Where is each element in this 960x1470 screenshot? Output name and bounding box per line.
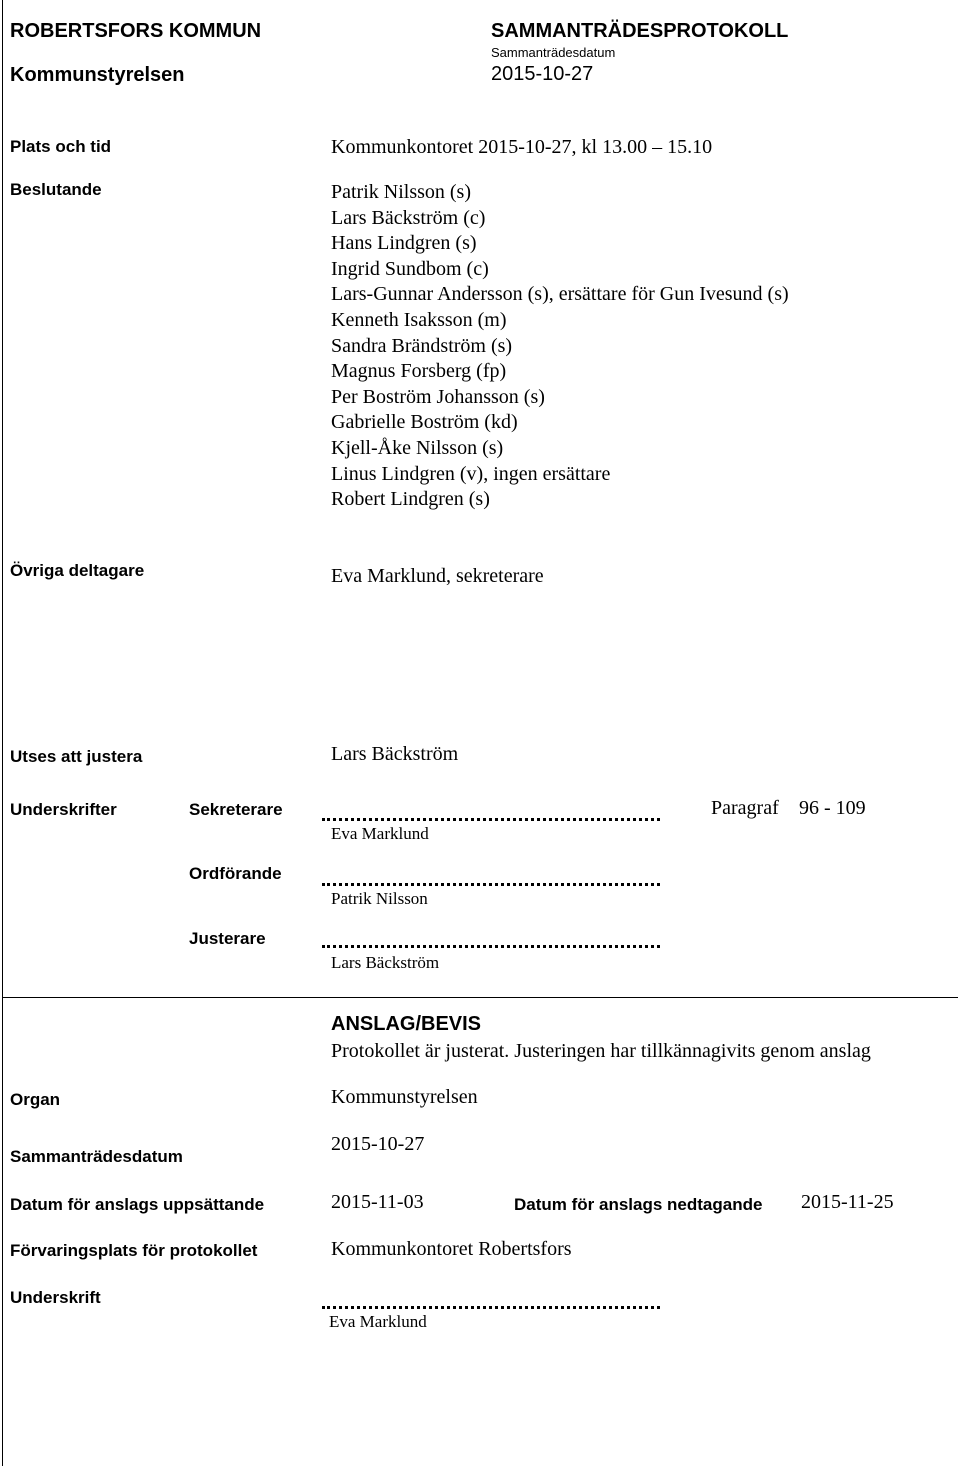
ovriga-value: Eva Marklund, sekreterare [331, 565, 544, 587]
plats-label: Plats och tid [10, 137, 112, 156]
sammantradesdatum-label: Sammanträdesdatum [10, 1147, 183, 1166]
member-item: Kjell-Åke Nilsson (s) [331, 436, 504, 459]
meeting-date: 2015-10-27 [491, 63, 594, 85]
anslag-text: Protokollet är justerat. Justeringen har tillkännagivits genom anslag [331, 1040, 871, 1062]
sekreterare-label: Sekreterare [189, 800, 283, 819]
ordforande-label: Ordförande [189, 864, 282, 883]
nedtagande-value: 2015-11-25 [801, 1191, 894, 1213]
member-item: Ingrid Sundbom (c) [331, 257, 489, 280]
member-item: Per Boström Johansson (s) [331, 385, 545, 408]
member-item: Lars-Gunnar Andersson (s), ersättare för Gun Ivesund (s) [331, 283, 789, 306]
member-item: Magnus Forsberg (fp) [331, 360, 507, 383]
justerare-signature-line [322, 945, 660, 948]
member-item: Hans Lindgren (s) [331, 232, 477, 255]
board-name: Kommunstyrelsen [10, 64, 185, 86]
plats-value: Kommunkontoret 2015-10-27, kl 13.00 – 15.10 [331, 136, 713, 158]
organ-value: Kommunstyrelsen [331, 1086, 478, 1108]
member-item: Linus Lindgren (v), ingen ersättare [331, 462, 611, 485]
paragraf-label: Paragraf [711, 797, 779, 819]
justerare-label: Justerare [189, 929, 266, 948]
justerare-name: Lars Bäckström [331, 953, 440, 972]
sekreterare-signature-line [322, 818, 660, 821]
forvaring-label: Förvaringsplats för protokollet [10, 1241, 258, 1260]
uppsattande-label: Datum för anslags uppsättande [10, 1195, 265, 1214]
sammantradesdatum-value: 2015-10-27 [331, 1133, 425, 1155]
underskrifter-label: Underskrifter [10, 800, 117, 819]
org-name: ROBERTSFORS KOMMUN [10, 20, 262, 42]
member-item: Robert Lindgren (s) [331, 488, 490, 511]
left-border [2, 0, 3, 1466]
paragraf-value: 96 - 109 [799, 797, 866, 819]
sekreterare-name: Eva Marklund [331, 824, 429, 843]
nedtagande-label: Datum för anslags nedtagande [514, 1195, 763, 1214]
underskrift-label: Underskrift [10, 1288, 101, 1307]
beslutande-label: Beslutande [10, 180, 102, 199]
member-item: Kenneth Isaksson (m) [331, 308, 507, 331]
ovriga-label: Övriga deltagare [10, 561, 145, 580]
member-item: Lars Bäckström (c) [331, 206, 486, 229]
member-item: Patrik Nilsson (s) [331, 181, 471, 203]
member-item: Gabrielle Boström (kd) [331, 411, 518, 434]
member-item: Sandra Brändström (s) [331, 334, 513, 357]
underskrift-signature-line [322, 1306, 660, 1309]
anslag-title: ANSLAG/BEVIS [331, 1013, 482, 1035]
underskrift-name: Eva Marklund [329, 1312, 427, 1331]
justera-label: Utses att justera [10, 747, 143, 766]
doc-type: SAMMANTRÄDESPROTOKOLL [491, 20, 789, 42]
beslutande-list [331, 180, 789, 513]
forvaring-value: Kommunkontoret Robertsfors [331, 1238, 572, 1260]
section-divider [2, 997, 958, 998]
date-label: Sammanträdesdatum [491, 45, 616, 60]
ordforande-signature-line [322, 883, 660, 886]
justera-value: Lars Bäckström [331, 743, 459, 765]
uppsattande-value: 2015-11-03 [331, 1191, 424, 1213]
ordforande-name: Patrik Nilsson [331, 889, 428, 908]
organ-label: Organ [10, 1090, 61, 1109]
